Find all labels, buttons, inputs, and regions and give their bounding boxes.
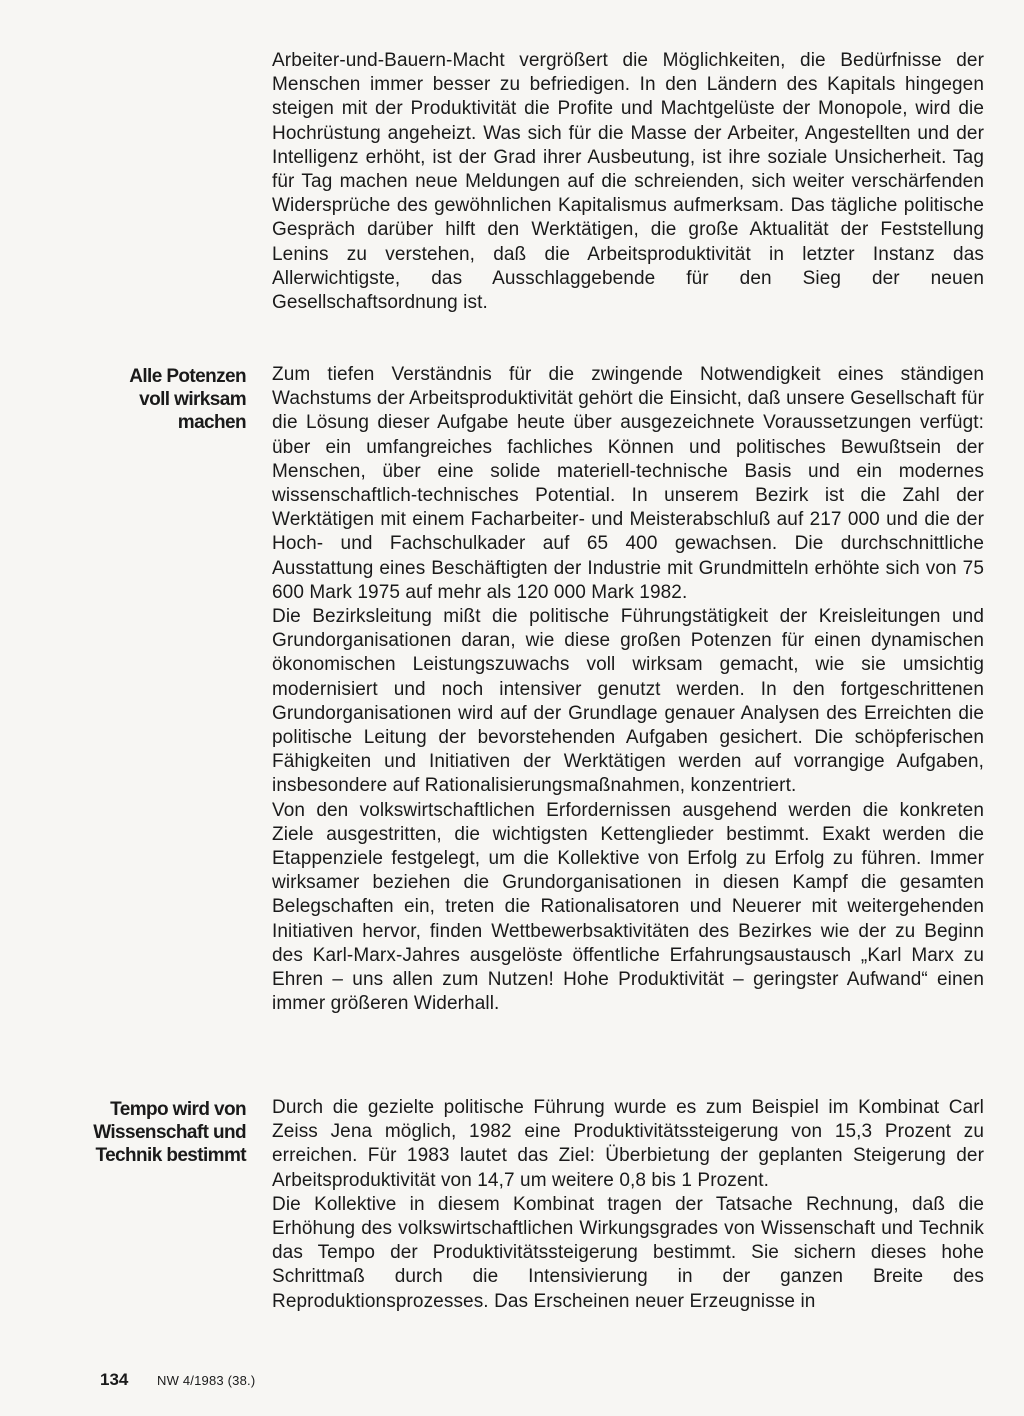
side-heading-line: Technik bestimmt (95, 1145, 246, 1166)
side-heading-line: Alle Potenzen (129, 366, 246, 387)
side-heading-line: Wissenschaft und (93, 1122, 246, 1143)
side-heading-tempo (46, 1098, 246, 1167)
text-block-2 (272, 363, 984, 1016)
paragraph: Die Kollektive in diesem Kombinat tragen der Tatsache Rechnung, daß die Erhöhung des volkswirtschaftlichen Wirkungsgrades von Wissenschaft und Technik das Tempo der Produktivitätssteigerung bestimmt. Sie sichern dieses hohe Schrittmaß durch die Intensivierung in der ganzen Breite des Reproduktionsprozesses. Das Erscheinen neuer Erzeugnisse in (272, 1193, 984, 1312)
paragraph: Arbeiter-und-Bauern-Macht vergrößert die Möglichkeiten, die Bedürfnisse der Menschen immer besser zu befriedigen. In den Ländern des Kapitals hingegen steigen mit der Produktivität die Profite und Machtgelüste der Monopole, wird die Hochrüstung angeheizt. Was sich für die Masse der Arbeiter, Angestellten und der Intelligenz erhöht, ist der Grad ihrer Ausbeutung, ist ihre soziale Unsicherheit. Tag für Tag machen neue Meldungen auf die schreienden, sich weiter verschärfenden Widersprüche des gewöhnlichen Kapitalismus aufmerksam. Das tägliche politische Gespräch darüber hilft den Werktätigen, die große Aktualität der Feststellung Lenins zu verstehen, daß die Arbeitsproduktivität in letzter Instanz das Allerwichtigste, das Ausschlaggebende für den Sieg der neuen Gesellschaftsordnung ist. (272, 50, 984, 314)
side-heading-line: voll wirksam (139, 389, 246, 410)
side-heading-line: Tempo wird von (110, 1099, 246, 1120)
paragraph: Die Bezirksleitung mißt die politische Führungstätigkeit der Kreisleitungen und Grundorganisationen daran, wie diese großen Potenzen für einen dynamischen ökonomischen Leistungszuwachs voll wirksam gemacht, wie sie umsichtig modernisiert und noch intensiver genutzt werden. In den fortgeschrittenen Grundorganisationen wird auf der Grundlage genauer Analysen des Erreichten die politische Leitung der bevorstehenden Aufgaben gesichert. Die schöpferischen Fähigkeiten und Initiativen der Werktätigen werden auf vorrangige Aufgaben, insbesondere auf Rationalisierungsmaßnahmen, konzentriert. (272, 606, 984, 797)
paragraph: Von den volkswirtschaftlichen Erfordernissen ausgehend werden die konkreten Ziele ausgestritten, die wichtigsten Kettenglieder bestimmt. Exakt werden die Etappenziele festgelegt, um die Kollektive von Erfolg zu Erfolg zu führen. Immer wirksamer beziehen die Grundorganisationen in diesen Kampf die gesamten Belegschaften ein, treten die Rationalisatoren und Neuerer mit weitergehenden Initiativen hervor, finden Wettbewerbsaktivitäten des Bezirkes wie der zu Beginn des Karl-Marx-Jahres ausgelöste öffentliche Erfahrungsaustausch „Karl Marx zu Ehren – uns allen zum Nutzen! Hohe Produktivität – geringster Aufwand“ einen immer größeren Widerhall. (272, 799, 984, 1015)
side-heading-line: machen (177, 412, 246, 433)
text-block-1 (272, 49, 984, 315)
paragraph: Durch die gezielte politische Führung wurde es zum Beispiel im Kombinat Carl Zeiss Jena möglich, 1982 eine Produktivitätssteigerung von 15,3 Prozent zu erreichen. Für 1983 lautet das Ziel: Überbietung der geplanten Steigerung der Arbeitsproduktivität von 14,7 um weitere 0,8 bis 1 Prozent. (272, 1097, 984, 1191)
side-heading-alle-potenzen (46, 365, 246, 434)
journal-reference: NW 4/1983 (38.) (157, 1373, 256, 1388)
page-number: 134 (100, 1370, 129, 1389)
text-block-3 (272, 1096, 984, 1314)
paragraph: Zum tiefen Verständnis für die zwingende Notwendigkeit eines ständigen Wachstums der Arbeitsproduktivität gehört die Einsicht, daß unsere Gesellschaft für die Lösung dieser Aufgabe heute über ausgezeichnete Voraussetzungen verfügt: über ein umfangreiches fachliches Können und politisches Bewußtsein der Menschen, über eine solide materiell-technische Basis und ein modernes wissenschaftlich-technisches Potential. In unserem Bezirk ist die Zahl der Werktätigen mit einem Facharbeiter- und Meisterabschluß auf 217 000 und die der Hoch- und Fachschulkader auf 65 400 gewachsen. Die durchschnittliche Ausstattung eines Beschäftigten der Industrie mit Grundmitteln erhöhte sich von 75 600 Mark 1975 auf mehr als 120 000 Mark 1982. (272, 364, 984, 603)
